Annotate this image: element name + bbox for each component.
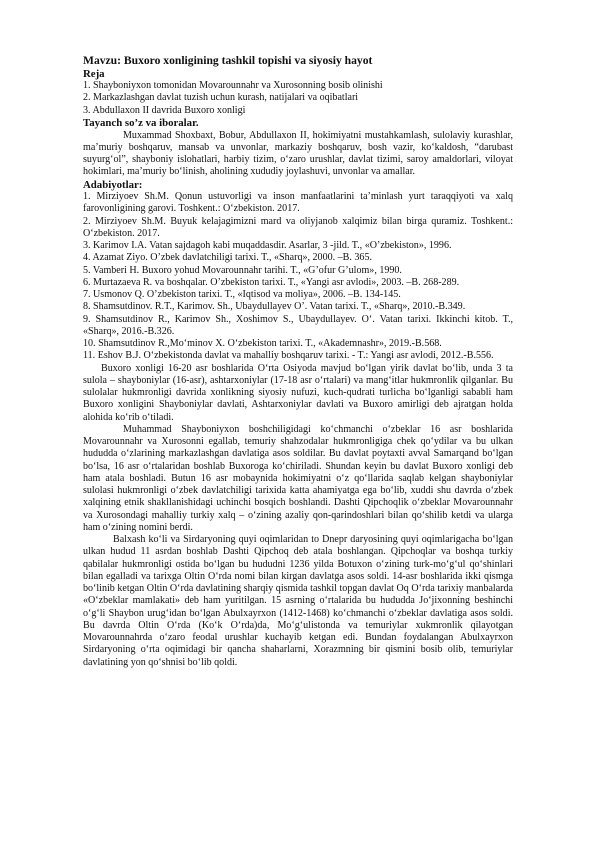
literature-item: 7. Usmonov Q. O’zbekiston tarixi. T., «Iqtisod va moliya», 2006. –B. 134-145. (83, 289, 401, 301)
document-page (83, 54, 513, 669)
plan-heading: Reja (83, 67, 105, 80)
literature-heading: Adabiyotlar: (83, 178, 143, 191)
literature-item: 3. Karimov I.A. Vatan sajdagoh kabi muqaddasdir. Asarlar, 3 -jild. T., «O’zbekiston», 1996. (83, 240, 452, 252)
plan-item: 2. Markazlashgan davlat tuzish uchun kurash, natijalari va oqibatlari (83, 92, 359, 104)
body-paragraph: Buxoro xonligi 16-20 asr boshlarida O‘rta Osiyoda mavjud bo‘lgan yirik davlat bo‘lib, unda 3 ta sulola – shayboniylar (16-asr), ashtarxoniylar (17-18 asr o‘rtalari) va mang‘itlar hukmronlik qilganlar. Bu sulolalar hukmronligi davrida xonlikning siyosiy nufuzi, kuch-qudrati turlicha bo‘lganligi sababli ham Buxoro xonligini Shayboniylar davlati, Ashtarxoniylar davlati va Buxoro amirligi deb ajratgan holda alohida ko‘rib o‘tiladi. (83, 362, 513, 423)
literature-item: 11. Eshov B.J. O‘zbekistonda davlat va mahalliy boshqaruv tarixi. - T.: Yangi asr avlodi, 2012.-B.556. (83, 350, 494, 362)
literature-item: 4. Azamat Ziyo. O’zbek davlatchiligi tarixi. T., «Sharq», 2000. –B. 365. (83, 252, 372, 264)
literature-item: 9. Shamsutdinov R., Karimov Sh., Xoshimov S., Ubaydullayev. O‘. Vatan tarixi. Ikkinchi kitob. T., «Sharq», 2016.-B.326. (83, 313, 513, 337)
literature-item: 2. Mirziyoev Sh.M. Buyuk kelajagimizni mard va oliyjanob xalqimiz bilan birga quramiz. Toshkent.: O‘zbekiston. 2017. (83, 215, 513, 239)
literature-item: 1. Mirziyoev Sh.M. Qonun ustuvorligi va inson manfaatlarini ta’minlash yurt taraqqiyoti va xalq farovonligining garovi. Toshkent.: O‘zbekiston. 2017. (83, 191, 513, 215)
literature-item: 5. Vamberi H. Buxoro yohud Movarounnahr tarihi. T., «G’ofur G’ulom», 1990. (83, 264, 402, 276)
body-paragraph: Muhammad Shayboniyxon boshchiligidagi ko‘chmanchi o‘zbeklar 16 asr boshlarida Movarounnahr va Xurosonni egallab, temuriy shahzodalar hukmronligiga chek qo‘ydilar va bu ulkan hududda o‘zlarining markazlashgan davlatiga asos soldilar. Bu davlat poytaxti avval Samarqand bo‘lgan bo‘lsa, 16 asr o‘rtalaridan boshlab Buxoroga ko‘chiriladi. Shundan keyin bu davlat Buxoro xonligi deb ham atala boshladi. Butun 16 asr mobaynida hokimiyatni o‘z qo‘llarida saqlab kelgan shayboniylar sulolasi hukmronligi o‘zbek davlatchiligi tarixida katta ahamiyatga ega bo‘lib, xuddi shu davrda o‘zbek xalqining etnik shakllanishidagi uchinchi bosqich boshlandi. Dashti Qipchoqlik o‘zbeklar Movarounnahr va Xurosondagi mahalliy turkiy xalq – o‘zining azaliy qon-qarindoshlari bilan qo‘shilib ketdi va ularga ham o‘zining nomini berdi. (83, 423, 513, 533)
document-title: Mavzu: Buxoro xonligining tashkil topishi va siyosiy hayot (83, 54, 373, 67)
plan-item: 3. Abdullaxon II davrida Buxoro xonligi (83, 104, 246, 116)
body-paragraph: Balxash ko‘li va Sirdaryoning quyi oqimlaridan to Dnepr daryosining quyi oqimlarigacha bo‘lgan ulkan hudud 11 asrdan boshlab Dashti Qipchoq deb atala boshlangan. Qipchoqlar va boshqa turkiy qabilalar hukmronligi ostida bo‘lgan bu hududni 1236 yilda Botuxon o‘zining turk-mo‘g‘ul qo‘shinlari bilan egalladi va tarixga Oltin O‘rda nomi bilan kirgan davlatga asos soldi. 14-asr boshlarida ikki qismga bo‘linib ketgan Oltin O‘rda davlatining sharqiy qismida tashkil topgan davlat Oq O‘rda tarixiy manbalarda «O‘zbeklar mamlakati» deb ham yuritilgan. 15 asrning o‘rtalarida bu hududda Jo‘jixonning beshinchi o‘g‘li Shaybon urug‘idan bo‘lgan Abulxayrxon (1412-1468) ko‘chmanchi o‘zbeklar davlatiga asos soldi. Bu davrda Oltin O‘rda (Ko‘k O‘rda)da, Mo‘g‘ulistonda va temuriylar xukmronlik qilayotgan Movarounnahrda o‘zaro feodal urushlar kuchayib ketgan edi. Bundan foydalangan Abulxayrxon Sirdaryoning o‘rta oqimidagi bir qancha shaharlarni, Xorazmning bir qismini bosib olib, temuriylar davlatining yon qo‘shnisi bo‘lib qoldi. (83, 534, 513, 668)
keywords-text: Muxammad Shoxbaxt, Bobur, Abdullaxon II, hokimiyatni mustahkamlash, sulolaviy kurashlar, ma’muriy boshqaruv, mansab va unvonlar, markaziy boshqaruv, bosh vazir, ko‘kaldosh, “darubast suyurg‘ol”, shayboniy islohatlari, harbiy tizim, o‘zaro urushlar, davlat tizimi, saroy amaldorlari, viloyat hokimlari, ma’muriy bo‘linish, aholining xududiy joylashuvi, unvonlar va amallar. (83, 129, 513, 178)
literature-item: 10. Shamsutdinov R.,Mo‘minov X. O‘zbekiston tarixi. T., «Akademnashr», 2019.-B.568. (83, 338, 442, 350)
literature-item: 6. Murtazaeva R. va boshqalar. O’zbekiston tarixi. T., «Yangi asr avlodi», 2003. –B. 268-289. (83, 276, 460, 288)
literature-item: 8. Shamsutdinov. R.T., Karimov. Sh., Ubaydullayev O’. Vatan tarixi. T., «Sharq», 2010.-B.349. (83, 301, 466, 313)
plan-item: 1. Shayboniyxon tomonidan Movarounnahr va Xurosonning bosib olinishi (83, 80, 383, 92)
keywords-heading: Tayanch so’z va iboralar. (83, 116, 199, 129)
